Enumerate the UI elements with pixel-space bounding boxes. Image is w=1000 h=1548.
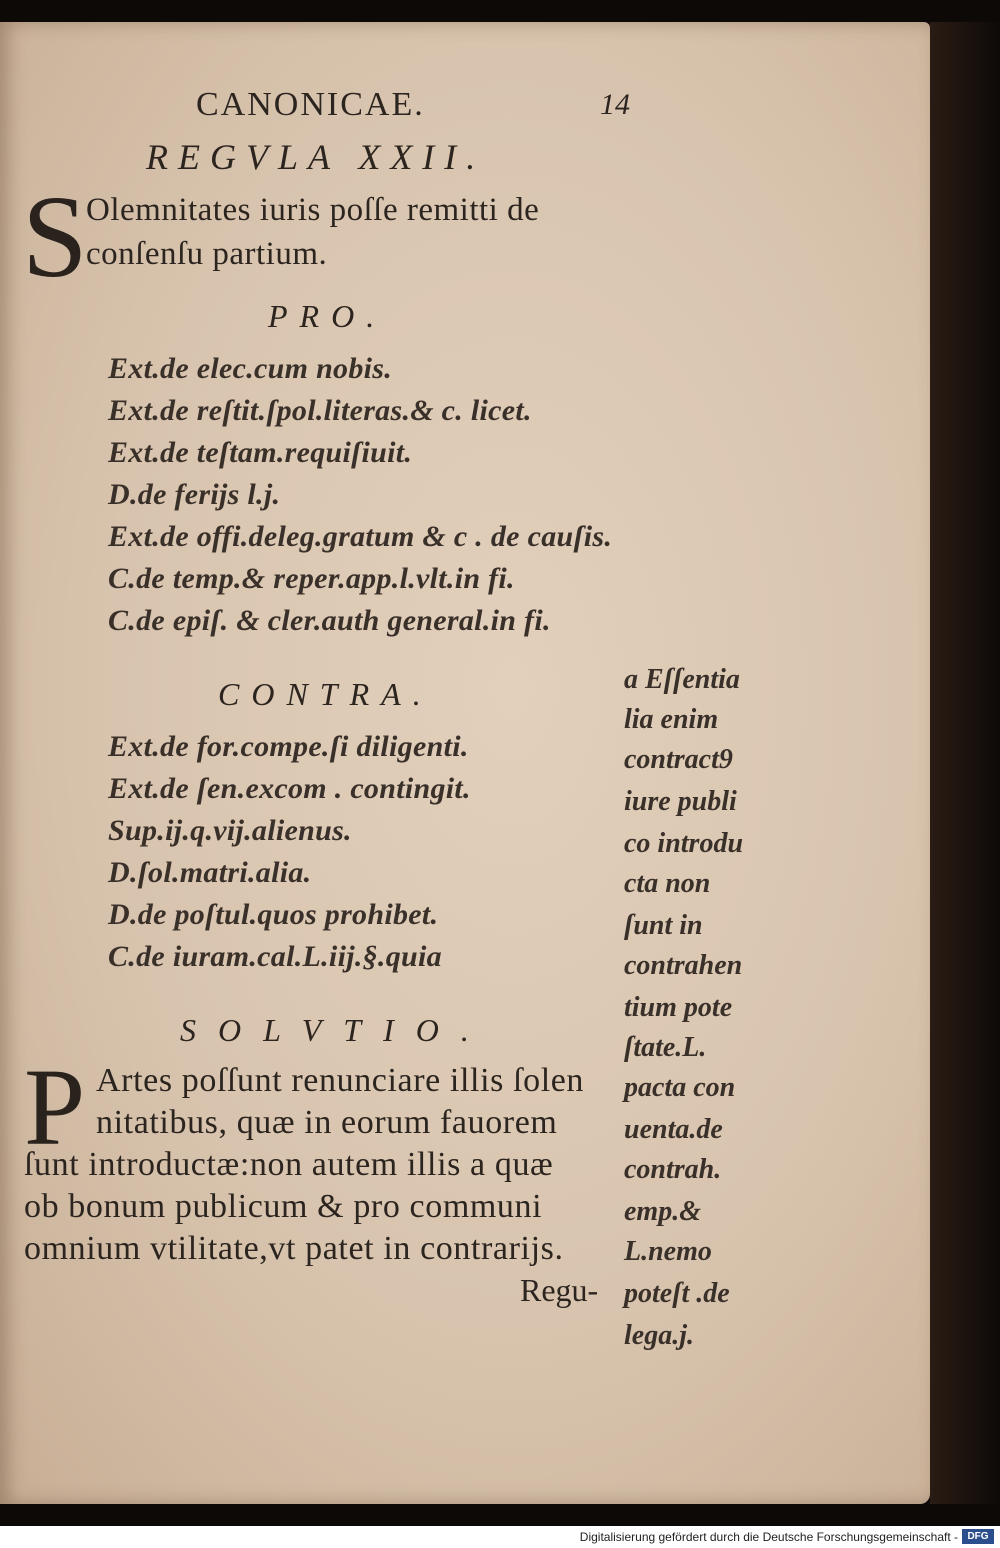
solutio-heading: SOLVTIO. — [180, 1012, 491, 1048]
contra-citation: Sup.ij.q.vij.alienus. — [108, 814, 352, 847]
contra-heading: CONTRA. — [218, 676, 433, 712]
margin-note-line: ſtate.L. — [624, 1032, 707, 1063]
margin-note-line: lega.j. — [624, 1320, 694, 1351]
margin-note-line: poteſt .de — [624, 1278, 730, 1309]
solutio-line: ob bonum publicum & pro communi — [24, 1188, 543, 1225]
margin-note-line: lia enim — [624, 704, 719, 735]
pro-citation: Ext.de teſtam.requiſiuit. — [108, 436, 413, 469]
margin-note-line: cta non — [624, 868, 711, 899]
margin-note-line: pacta con — [624, 1072, 736, 1103]
contra-citation: Ext.de for.compe.ſi diligenti. — [108, 730, 469, 763]
contra-citation: D.ſol.matri.alia. — [108, 856, 312, 889]
running-head: CANONICAE. — [196, 86, 425, 123]
contra-citation: D.de poſtul.quos prohibet. — [108, 898, 439, 931]
pro-citation: Ext.de elec.cum nobis. — [108, 352, 393, 385]
maxim-line: conſenſu partium. — [86, 236, 328, 272]
margin-note-line: iure publi — [624, 786, 737, 817]
solutio-line: nitatibus, quæ in eorum fauorem — [96, 1104, 558, 1141]
footer-credit: Digitalisierung gefördert durch die Deutsche Forschungsgemeinschaft - — [579, 1530, 958, 1544]
book-gutter — [930, 22, 1000, 1504]
margin-note-line: co introdu — [624, 828, 744, 859]
pro-citation: C.de epiſ. & cler.auth general.in fi. — [108, 604, 551, 637]
margin-note-line: emp.& — [624, 1196, 701, 1227]
solutio-line: Artes poſſunt renunciare illis ſolen — [96, 1062, 585, 1099]
catchword: Regu- — [520, 1272, 599, 1308]
folio-number: 14 — [600, 88, 630, 121]
pro-heading: PRO. — [268, 298, 387, 334]
pro-citation: D.de ferijs l.j. — [108, 478, 281, 511]
margin-note-line: contract9 — [624, 744, 733, 775]
solutio-line: ſunt introductæ:non autem illis a quæ — [24, 1146, 554, 1183]
solutio-line: omnium vtilitate,vt patet in contrarijs. — [24, 1230, 564, 1267]
drop-initial-s: S — [22, 171, 88, 302]
margin-note-line: ſunt in — [624, 910, 703, 941]
margin-note-line: contrahen — [624, 950, 743, 981]
pro-citation: C.de temp.& reper.app.l.vlt.in fi. — [108, 562, 515, 595]
margin-note-line: L.nemo — [624, 1236, 712, 1267]
maxim-line: Olemnitates iuris poſſe remitti de — [86, 192, 540, 228]
footer-bar — [0, 1526, 1000, 1548]
margin-note-line: tium pote — [624, 992, 733, 1023]
pro-citation: Ext.de offi.deleg.gratum & c . de cauſis. — [108, 520, 613, 553]
margin-note-line: contrah. — [624, 1154, 722, 1185]
pro-citation: Ext.de reſtit.ſpol.literas.& c. licet. — [108, 394, 532, 427]
contra-citation: C.de iuram.cal.L.iij.§.quia — [108, 940, 442, 973]
margin-note-line: a Eſſentia — [624, 664, 740, 695]
contra-citation: Ext.de ſen.excom . contingit. — [108, 772, 471, 805]
drop-initial-p: P — [24, 1046, 86, 1168]
margin-note-line: uenta.de — [624, 1114, 723, 1145]
dfg-logo-icon: DFG — [962, 1529, 994, 1544]
rule-title: REGVLA XXII. — [146, 137, 486, 177]
